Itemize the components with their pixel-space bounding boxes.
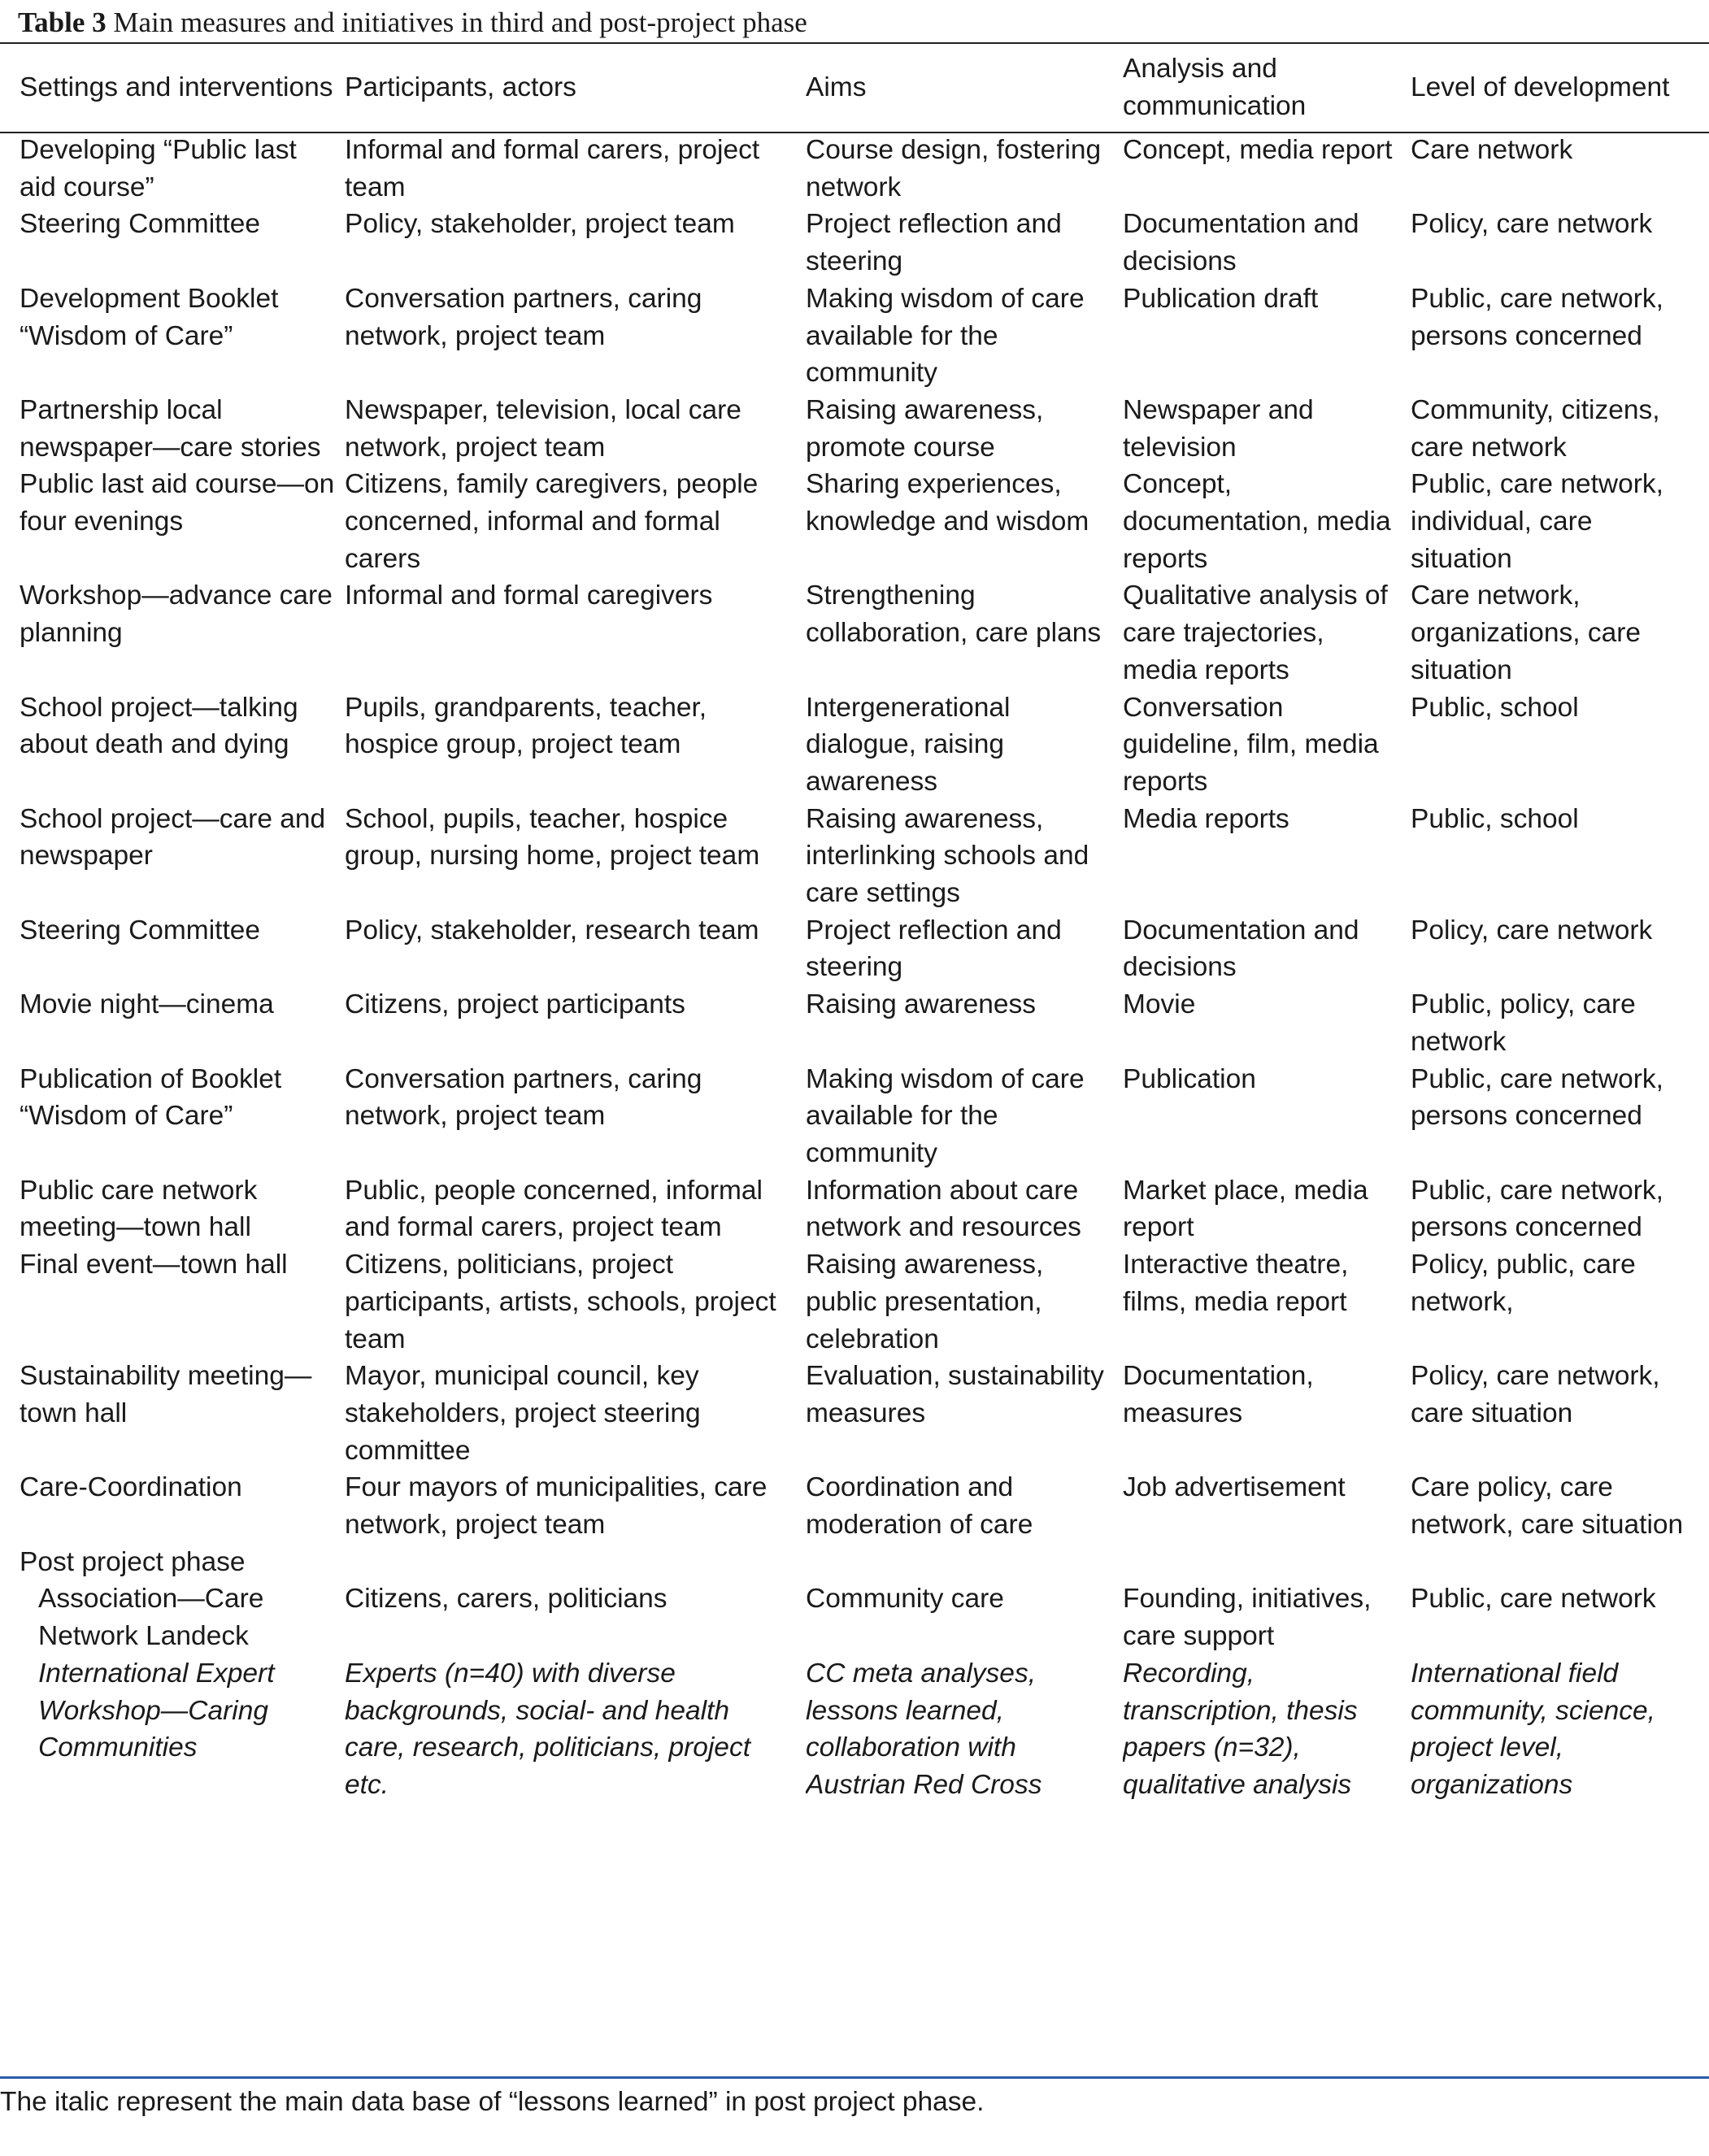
table-cell: Public, people concerned, informal and formal carers, project team: [345, 1175, 763, 1243]
table-cell: Care network, organizations, care situation: [1411, 580, 1642, 685]
table-cell: Informal and formal carers, project team: [345, 135, 760, 202]
table-cell: Raising awareness, promote course: [806, 394, 1044, 463]
table-cell: CC meta analyses, lessons learned, collaboration with Austrian Red Cross: [806, 1658, 1042, 1800]
table-cell: Movie: [1123, 989, 1196, 1020]
table-cell: Four mayors of municipalities, care network, project team: [345, 1472, 768, 1541]
table-body: [0, 132, 1709, 1544]
table-cell: Public, care network, persons concerned: [1411, 1175, 1663, 1243]
table-cell: School project—talking about death and dying: [20, 692, 298, 760]
table-caption-label: Table 3: [18, 7, 107, 38]
table-cell: International Expert Workshop—Caring Communities: [38, 1658, 275, 1763]
bottom-rule: [0, 2076, 1709, 2079]
table-cell: Care network: [1411, 135, 1573, 165]
table-cell: Experts (n=40) with diverse backgrounds, social- and health care, research, politicians, project etc.: [345, 1658, 750, 1800]
table-cell: Project reflection and steering: [806, 209, 1062, 277]
table-cell: Qualitative analysis of care trajectories, media reports: [1123, 580, 1388, 685]
table-row: [0, 577, 1709, 689]
table-row: [0, 689, 1709, 801]
header-rule: [0, 132, 1709, 133]
table-cell: Workshop—advance care planning: [20, 580, 333, 649]
table-cell: Policy, stakeholder, project team: [345, 209, 735, 240]
table-cell: Citizens, project participants: [345, 989, 685, 1020]
table-cell: Citizens, carers, politicians: [345, 1584, 668, 1615]
table-cell: Policy, stakeholder, research team: [345, 915, 759, 945]
table-cell: Public, care network, persons concerned: [1411, 1063, 1663, 1132]
table-cell: Public, care network, persons concerned: [1411, 283, 1663, 351]
table-row: [0, 1246, 1709, 1358]
table-cell: International field community, science, project level, organizations: [1411, 1658, 1655, 1800]
table-cell: Community, citizens, care network: [1411, 394, 1660, 463]
table-cell: Concept, media report: [1123, 135, 1393, 165]
table-row: [0, 1172, 1709, 1246]
column-header: Aims: [806, 72, 867, 103]
table-footnote: The italic represent the main data base of “lessons learned” in post project phase.: [0, 2087, 985, 2117]
table-caption: [18, 2, 807, 44]
table-cell: Making wisdom of care available for the community: [806, 1063, 1085, 1168]
table-cell: Public, school: [1411, 803, 1579, 834]
table-row: [0, 280, 1709, 392]
table-cell: Partnership local newspaper—care stories: [20, 394, 321, 463]
table-cell: Publication of Booklet “Wisdom of Care”: [20, 1063, 282, 1132]
table-cell: Publication: [1123, 1063, 1256, 1094]
table-row: [0, 1469, 1709, 1543]
table-row: [0, 206, 1709, 280]
table-row: [0, 912, 1709, 986]
table-cell: Making wisdom of care available for the community: [806, 283, 1085, 389]
table-cell: Course design, fostering network: [806, 135, 1102, 202]
table-cell: Community care: [806, 1584, 1004, 1615]
table-cell: Raising awareness, public presentation, celebration: [806, 1250, 1044, 1354]
table-row: [0, 801, 1709, 912]
table-cell: Policy, care network: [1411, 915, 1653, 945]
table-cell: Newspaper and television: [1123, 394, 1314, 463]
post-project-body: [0, 1544, 1709, 1804]
post-project-row: [0, 1655, 1709, 1804]
table-cell: Citizens, politicians, project participants, artists, schools, project team: [345, 1250, 776, 1354]
table-cell: School project—care and newspaper: [20, 803, 326, 872]
header-row: [0, 44, 1709, 132]
column-header: Participants, actors: [345, 72, 576, 103]
table-row: [0, 466, 1709, 577]
post-phase-row: [0, 1544, 1709, 1581]
table-cell: Media reports: [1123, 803, 1289, 834]
table-cell: Intergenerational dialogue, raising awareness: [806, 692, 1011, 797]
column-header: Settings and interventions: [20, 72, 333, 103]
table-row: [0, 986, 1709, 1060]
table-cell: Documentation and decisions: [1123, 209, 1359, 277]
table-cell: Conversation partners, caring network, project team: [345, 1063, 702, 1132]
table-caption-text: Main measures and initiatives in third and post-project phase: [113, 7, 807, 38]
table-cell: Market place, media report: [1123, 1175, 1368, 1243]
table-cell: Conversation partners, caring network, project team: [345, 283, 702, 351]
table-cell: Steering Committee: [20, 915, 261, 945]
table-cell: Project reflection and steering: [806, 915, 1062, 983]
table-cell: Interactive theatre, films, media report: [1123, 1250, 1349, 1317]
table-cell: Mayor, municipal council, key stakeholders, project steering committee: [345, 1361, 701, 1466]
table-cell: Information about care network and resources: [806, 1175, 1081, 1243]
table-row: [0, 392, 1709, 466]
table-cell: Policy, public, care network,: [1411, 1250, 1636, 1317]
table-cell: School, pupils, teacher, hospice group, nursing home, project team: [345, 803, 760, 872]
table-cell: Documentation, measures: [1123, 1361, 1314, 1428]
table-cell: Publication draft: [1123, 283, 1319, 314]
table-row: [0, 1358, 1709, 1469]
column-header: Analysis and communication: [1123, 54, 1307, 121]
table-cell: Citizens, family caregivers, people concerned, informal and formal carers: [345, 469, 759, 574]
table-cell: Policy, care network, care situation: [1411, 1361, 1660, 1428]
table-cell: Movie night—cinema: [20, 989, 274, 1020]
table-cell: Raising awareness, interlinking schools and care settings: [806, 803, 1089, 909]
table-cell: Public, care network: [1411, 1584, 1656, 1615]
table-cell: Evaluation, sustainability measures: [806, 1361, 1104, 1428]
table-cell: Steering Committee: [20, 209, 261, 240]
table-cell: Concept, documentation, media reports: [1123, 469, 1391, 574]
table-cell: Policy, care network: [1411, 209, 1653, 240]
table-cell: Public last aid course—on four evenings: [20, 469, 335, 537]
table-cell: Sharing experiences, knowledge and wisdom: [806, 469, 1089, 537]
table-cell: Founding, initiatives, care support: [1123, 1584, 1372, 1652]
measures-table: [0, 44, 1709, 1804]
post-phase-label: Post project phase: [20, 1546, 246, 1577]
table-cell: Recording, transcription, thesis papers (n=32), qualitative analysis: [1123, 1658, 1358, 1800]
table-cell: Association—Care Network Landeck: [38, 1584, 264, 1652]
table-cell: Developing “Public last aid course”: [20, 135, 297, 202]
table-cell: Job advertisement: [1123, 1472, 1346, 1503]
table-cell: Public care network meeting—town hall: [20, 1175, 258, 1243]
table-cell: Conversation guideline, film, media reports: [1123, 692, 1379, 797]
table-cell: Raising awareness: [806, 989, 1037, 1020]
table-cell: Documentation and decisions: [1123, 915, 1359, 983]
table-cell: Strengthening collaboration, care plans: [806, 580, 1102, 649]
table-cell: Sustainability meeting—town hall: [20, 1361, 312, 1428]
table-cell: Public, care network, individual, care situation: [1411, 469, 1663, 574]
table-cell: Informal and formal caregivers: [345, 580, 713, 611]
table-cell: Pupils, grandparents, teacher, hospice group, project team: [345, 692, 707, 760]
column-header: Level of development: [1411, 72, 1670, 103]
table-cell: Development Booklet “Wisdom of Care”: [20, 283, 279, 351]
table-cell: Care policy, care network, care situation: [1411, 1472, 1684, 1541]
table-cell: Coordination and moderation of care: [806, 1472, 1033, 1541]
table-row: [0, 1061, 1709, 1172]
table-cell: Care-Coordination: [20, 1472, 242, 1503]
table-cell: Public, policy, care network: [1411, 989, 1636, 1057]
table-cell: Final event—town hall: [20, 1250, 288, 1280]
table-row: [0, 132, 1709, 206]
table-cell: Public, school: [1411, 692, 1579, 723]
post-project-row: [0, 1580, 1709, 1654]
table-cell: Newspaper, television, local care network, project team: [345, 394, 741, 463]
